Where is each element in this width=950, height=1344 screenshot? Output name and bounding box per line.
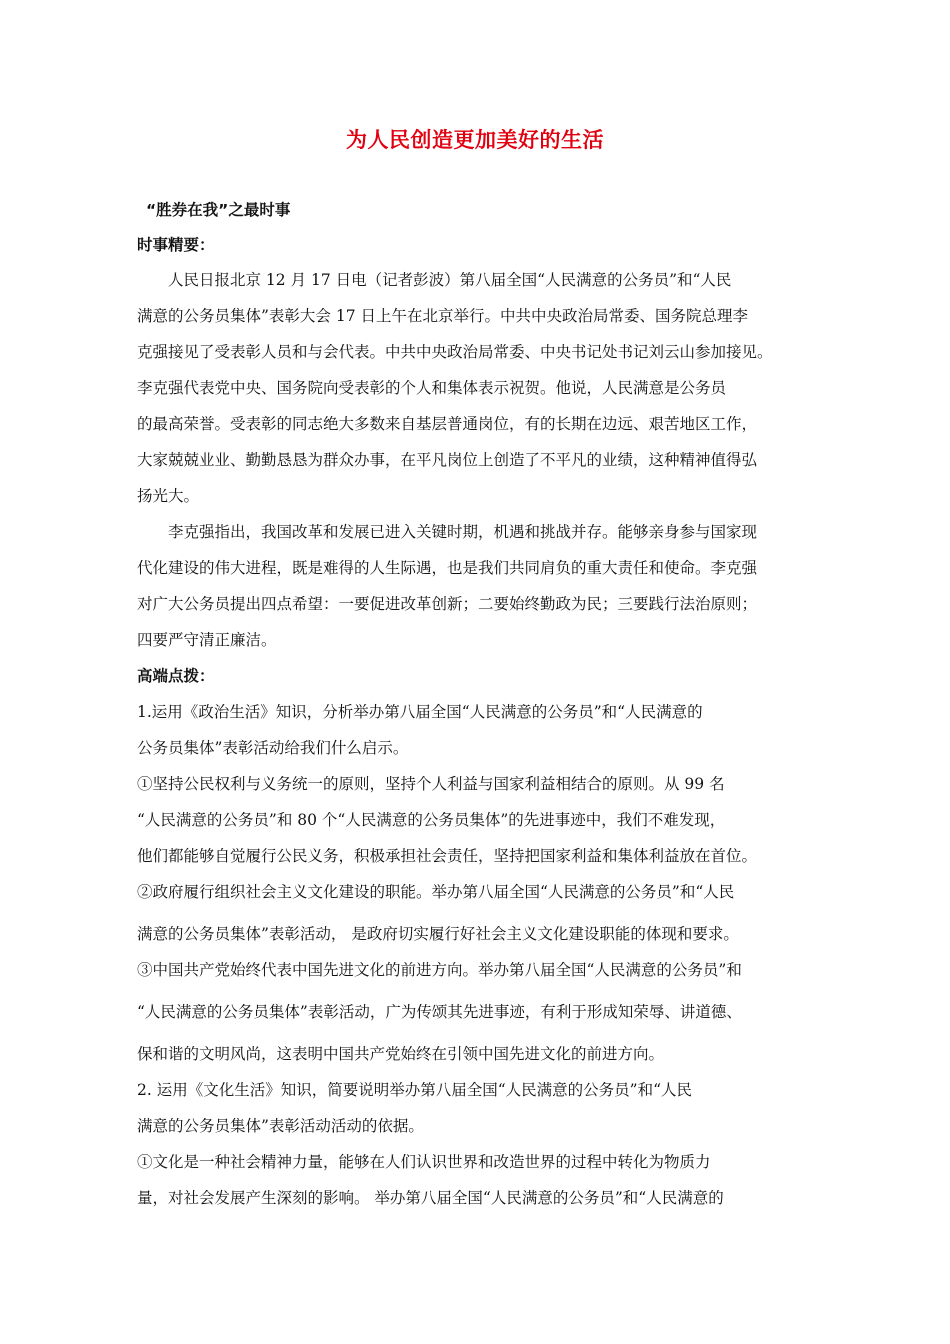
question-1-line: 1.运用《政治生活》知识，分析举办第八届全国“人民满意的公务员”和“人民满意的: [137, 703, 703, 721]
answer-1c-line: 保和谐的文明风尚，这表明中国共产党始终在引领中国先进文化的前进方向。: [137, 1045, 665, 1063]
answer-1c-line: “人民满意的公务员集体”表彰活动，广为传颂其先进事迹，有利于形成知荣辱、讲道德、: [137, 1003, 742, 1021]
analysis-label: 高端点拨：: [137, 667, 215, 685]
question-1-line: 公务员集体”表彰活动给我们什么启示。: [137, 739, 409, 757]
answer-1a-line: ①坚持公民权利与义务统一的原则，坚持个人利益与国家利益相结合的原则。从 99 名: [137, 775, 725, 793]
news-paragraph-1-line: 满意的公务员集体”表彰大会 17 日上午在北京举行。中共中央政治局常委、国务院总理李: [137, 307, 749, 325]
answer-1a-line: 他们都能够自觉履行公民义务，积极承担社会责任，坚持把国家利益和集体利益放在首位。: [137, 847, 758, 865]
page-title: 为人民创造更加美好的生活: [346, 128, 604, 152]
answer-2a-line: ①文化是一种社会精神力量，能够在人们认识世界和改造世界的过程中转化为物质力: [137, 1153, 711, 1171]
answer-1b-line: 满意的公务员集体”表彰活动， 是政府切实履行好社会主义文化建设职能的体现和要求。: [137, 925, 739, 943]
news-paragraph-2-line: 对广大公务员提出四点希望：一要促进改革创新；二要始终勤政为民；三要践行法治原则；: [137, 595, 758, 613]
section-heading: “胜券在我”之最时事: [146, 201, 291, 219]
question-2-line: 2. 运用《文化生活》知识，简要说明举办第八届全国“人民满意的公务员”和“人民: [137, 1081, 692, 1099]
news-paragraph-2-line: 四要严守清正廉洁。: [137, 631, 277, 649]
answer-1c-line: ③中国共产党始终代表中国先进文化的前进方向。举办第八届全国“人民满意的公务员”和: [137, 961, 742, 979]
news-paragraph-1-line: 的最高荣誉。受表彰的同志绝大多数来自基层普通岗位，有的长期在边远、艰苦地区工作，: [137, 415, 758, 433]
news-paragraph-1-line: 李克强代表党中央、国务院向受表彰的个人和集体表示祝贺。他说，人民满意是公务员: [137, 379, 727, 397]
news-paragraph-2-line: 代化建设的伟大进程，既是难得的人生际遇，也是我们共同肩负的重大责任和使命。李克强: [137, 559, 758, 577]
news-paragraph-1-line: 大家兢兢业业、勤勤恳恳为群众办事，在平凡岗位上创造了不平凡的业绩，这种精神值得弘: [137, 451, 758, 469]
answer-1b-line: ②政府履行组织社会主义文化建设的职能。举办第八届全国“人民满意的公务员”和“人民: [137, 883, 735, 901]
news-paragraph-1-line: 人民日报北京 12 月 17 日电（记者彭波）第八届全国“人民满意的公务员”和“人民: [168, 271, 732, 289]
answer-1a-line: “人民满意的公务员”和 80 个“人民满意的公务员集体”的先进事迹中，我们不难发现，: [137, 811, 726, 829]
question-2-line: 满意的公务员集体”表彰活动活动的依据。: [137, 1117, 424, 1135]
answer-2a-line: 量，对社会发展产生深刻的影响。 举办第八届全国“人民满意的公务员”和“人民满意的: [137, 1189, 724, 1207]
news-label: 时事精要：: [137, 236, 215, 254]
news-paragraph-1-line: 扬光大。: [137, 487, 200, 505]
news-paragraph-1-line: 克强接见了受表彰人员和与会代表。中共中央政治局常委、中央书记处书记刘云山参加接见。: [137, 343, 773, 361]
news-paragraph-2-line: 李克强指出，我国改革和发展已进入关键时期，机遇和挑战并存。能够亲身参与国家现: [168, 523, 758, 541]
